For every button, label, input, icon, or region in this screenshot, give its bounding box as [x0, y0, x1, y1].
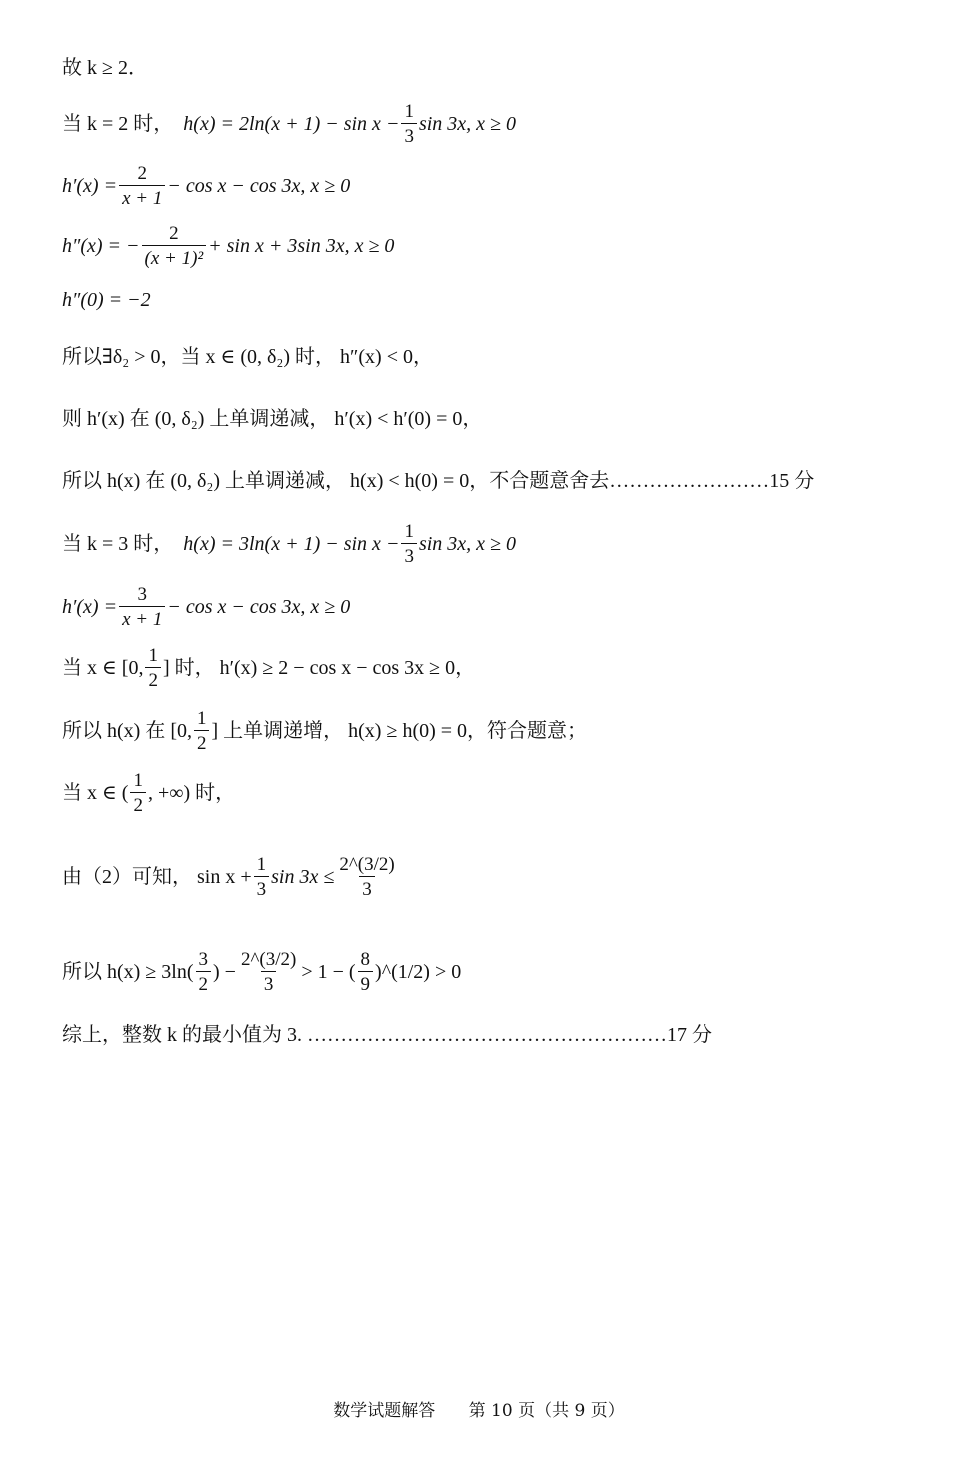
denominator: 9: [358, 971, 374, 994]
denominator: (x + 1)²: [142, 245, 207, 268]
denominator: 2: [145, 667, 161, 690]
denominator: x + 1: [119, 185, 165, 208]
formula: sin 3x, x ≥ 0: [418, 113, 517, 135]
text: 由（2）可知， sin x +: [62, 866, 252, 888]
footer-page-number: 第 10 页（共 9 页）: [468, 1401, 625, 1421]
numerator: 3: [198, 949, 209, 970]
numerator: 8: [360, 949, 371, 970]
formula: h(x) = 2ln(x + 1) − sin x −: [183, 113, 400, 135]
denominator: 2: [196, 971, 212, 994]
numerator: 3: [137, 584, 147, 605]
numerator: 2: [169, 223, 179, 244]
text: ] 上单调递增， h(x) ≥ h(0) = 0，符合题意；: [211, 720, 588, 742]
text: ] 时， h′(x) ≥ 2 − cos x − cos 3x ≥ 0，: [162, 657, 476, 679]
text: )^(1/2) > 0: [375, 961, 462, 983]
text: ) −: [213, 961, 236, 983]
line-hprime-k2: [62, 164, 350, 208]
denominator: 2: [130, 792, 146, 815]
denominator: x + 1: [119, 606, 165, 629]
numerator: 1: [256, 854, 267, 875]
numerator: 2^(3/2): [339, 854, 395, 875]
fraction: [194, 709, 210, 753]
line-case-k2: [62, 102, 516, 146]
denominator: 3: [254, 876, 270, 899]
line-hprime-k3: [62, 585, 350, 629]
line-case-k3: [62, 522, 516, 566]
line-interval-half-inf: [62, 771, 235, 815]
fraction: [145, 646, 161, 690]
line-h-decreasing-15pts: [62, 471, 814, 491]
numerator: 1: [148, 645, 158, 666]
fraction: [336, 855, 397, 899]
line-final-inequality: [62, 950, 461, 994]
formula: − cos x − cos 3x, x ≥ 0: [167, 175, 351, 197]
numerator: 2^(3/2): [240, 949, 297, 970]
formula: h′(x) =: [62, 596, 118, 618]
line-interval-0-half: [62, 646, 475, 690]
formula: h″(0) = −2: [62, 289, 151, 311]
text: 所以 h(x) 在 [0,: [62, 720, 192, 742]
fraction: [401, 102, 417, 146]
denominator: 3: [261, 971, 277, 994]
denominator: 3: [359, 876, 375, 899]
text: 当 k = 3 时，: [62, 533, 174, 555]
line-hsecond-k2: [62, 224, 394, 268]
text: 综上，整数 k 的最小值为 3. ………………………………………………17 分: [62, 1024, 712, 1046]
denominator: 2: [194, 730, 210, 753]
line-conclusion-k: [62, 58, 148, 78]
formula: sin 3x ≤: [271, 866, 335, 888]
text: 当 k = 2 时，: [62, 113, 174, 135]
formula: h″(x) = −: [62, 235, 140, 257]
text: 故 k ≥ 2．: [62, 57, 148, 79]
text: 所以 h(x) 在 (0, δ₂) 上单调递减， h(x) < h(0) = 0，不合题意舍去……………………15 分: [62, 470, 815, 492]
fraction: [119, 164, 165, 208]
line-from-part2: [62, 855, 400, 899]
fraction: [254, 855, 270, 899]
text: 则 h′(x) 在 (0, δ₂) 上单调递减， h′(x) < h′(0) = 0，: [62, 408, 483, 430]
footer-subject: 数学试题解答: [333, 1401, 436, 1421]
numerator: 2: [137, 163, 147, 184]
formula: + sin x + 3sin 3x, x ≥ 0: [208, 235, 395, 257]
fraction: [196, 950, 212, 994]
text: 所以 h(x) ≥ 3ln(: [62, 961, 194, 983]
line-conclusion-17pts: [62, 1025, 712, 1045]
line-hprime-decreasing: [62, 409, 482, 429]
fraction: [358, 950, 374, 994]
formula: − cos x − cos 3x, x ≥ 0: [167, 596, 351, 618]
fraction: [130, 771, 146, 815]
fraction: [238, 950, 299, 994]
line-h-increasing: [62, 709, 587, 753]
text: 当 x ∈ [0,: [62, 657, 144, 679]
line-hsecond-zero: [62, 290, 151, 310]
page-footer: [0, 1396, 958, 1421]
numerator: 1: [196, 708, 207, 729]
fraction: [401, 522, 417, 566]
fraction: [142, 224, 207, 268]
numerator: 1: [133, 770, 143, 791]
fraction: [119, 585, 165, 629]
text: > 1 − (: [301, 961, 356, 983]
numerator: 1: [404, 101, 414, 122]
formula: sin 3x, x ≥ 0: [418, 533, 517, 555]
formula: h′(x) =: [62, 175, 118, 197]
text: 当 x ∈ (: [62, 782, 129, 804]
numerator: 1: [404, 521, 414, 542]
formula: h(x) = 3ln(x + 1) − sin x −: [183, 533, 400, 555]
denominator: 3: [401, 123, 417, 146]
line-exists-delta: [62, 347, 433, 367]
text: 所以∃δ₂ > 0，当 x ∈ (0, δ₂) 时， h″(x) < 0，: [62, 346, 433, 368]
denominator: 3: [401, 543, 417, 566]
text: , +∞) 时，: [147, 782, 236, 804]
